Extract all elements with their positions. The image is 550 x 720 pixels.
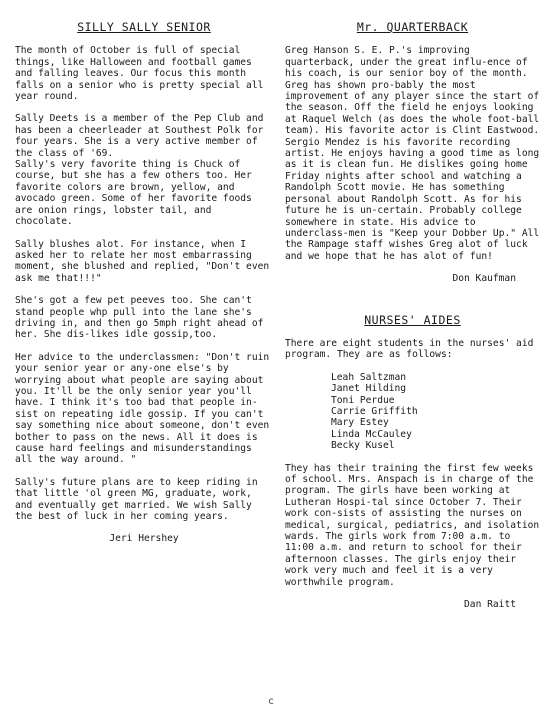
right-column [285,22,540,622]
list-item: Toni Perdue [331,394,395,406]
list-item: Linda McCauley [331,428,412,440]
list-item: Janet Hilding [331,383,407,395]
section-spacer [285,297,540,315]
article-paragraph: Sally blushes alot. For instance, when I asked her to relate her most embarrassing moment, she blushed and replied, "Don't even ask me that!!!" [15,238,270,284]
nurses-aides-name-list [285,372,540,452]
byline-dan-raitt: Dan Raitt [464,599,516,611]
byline-don-kaufman: Don Kaufman [452,273,516,285]
article-paragraph: Greg Hanson S. E. P.'s improving quarterback, under the great influ-ence of his coach, is our senior boy of the month. Greg has shown pro-bably the most improvement of any player since the start of the season. Off the field he enjoys looking at Raquel Welch (as does the whole foot-ball team). His favorite actor is Clint Eastwood. Sergio Mendez is his favorite recording artist. He enjoys having a good time as long as it is clean fun. He dislikes going home Friday nights after school and watching a Randolph Scott movie. He has something personal about Randolph Scott. As for his future he is un-certain. Probably college somewhere in state. His advice to underclass-men is "Keep your Dobber Up." All the Rampage staff wishes Greg alot of luck and we hope that he has alot of fun! [285,45,540,262]
list-item: Mary Estey [331,417,389,429]
article-paragraph: Her advice to the underclassmen: "Don't ruin your senior year or any-one else's by worrying about what people are saying about you. It'll be the only senior year you'll have. I think it's too bad that people in-sist on repeating idle gossip. If you can't say something nice about someone, don't even bother to pass on the news. All it does is cause hard feelings and misunderstandings all the way around. " [15,351,270,466]
article-title-silly-sally: SILLY SALLY SENIOR [77,20,211,34]
article-paragraph: Sally Deets is a member of the Pep Club and has been a cheerleader at Southest Polk for four years. She is a very active member of the class of '69. Sally's very favorite thing is Chuck of course, but she has a few others too. Her favorite colors are brown, yellow, and avocado green. Some of her favorite foods are onion rings, lobster tail, and chocolate. [15,113,264,228]
article-paragraph: They has their training the first few weeks of school. Mrs. Anspach is in charge of the program. The girls have been working at Lutheran Hospi-tal since October 7. Their work con-sists of assisting the nurses on medical, surgical, pediatrics, and isolation wards. The girls work from 7:00 a.m. to 11:00 a.m. and return to school for their afternoon classes. The girls enjoy their work very much and feel it is a very worthwhile program. [285,462,540,588]
article-title-mr-quarterback: Mr. QUARTERBACK [356,20,469,34]
article-paragraph: She's got a few pet peeves too. She can't stand people whp pull into the lane she's driving in, and then go 5mph right ahead of her. She dis-likes idle gossip,too. [15,295,264,341]
left-column [15,22,273,557]
byline-jeri-hershey: Jeri Hershey [109,533,179,545]
page-footer-mark: c [267,696,275,707]
list-item: Leah Saltzman [331,371,407,383]
list-item: Carrie Griffith [331,405,418,417]
article-paragraph: Sally's future plans are to keep riding in that little 'ol green MG, graduate, work, and eventually get married. We wish Sally the best of luck in her coming years. [15,476,258,523]
article-title-nurses-aides: NURSES' AIDES [364,312,461,327]
article-intro: There are eight students in the nurses' aid program. They are as follows: [285,337,534,361]
article-paragraph: The month of October is full of special things, like Halloween and football games and falling leaves. Our focus this month falls on a senior who is pretty special all year round. [15,45,264,103]
list-item: Becky Kusel [331,440,395,452]
